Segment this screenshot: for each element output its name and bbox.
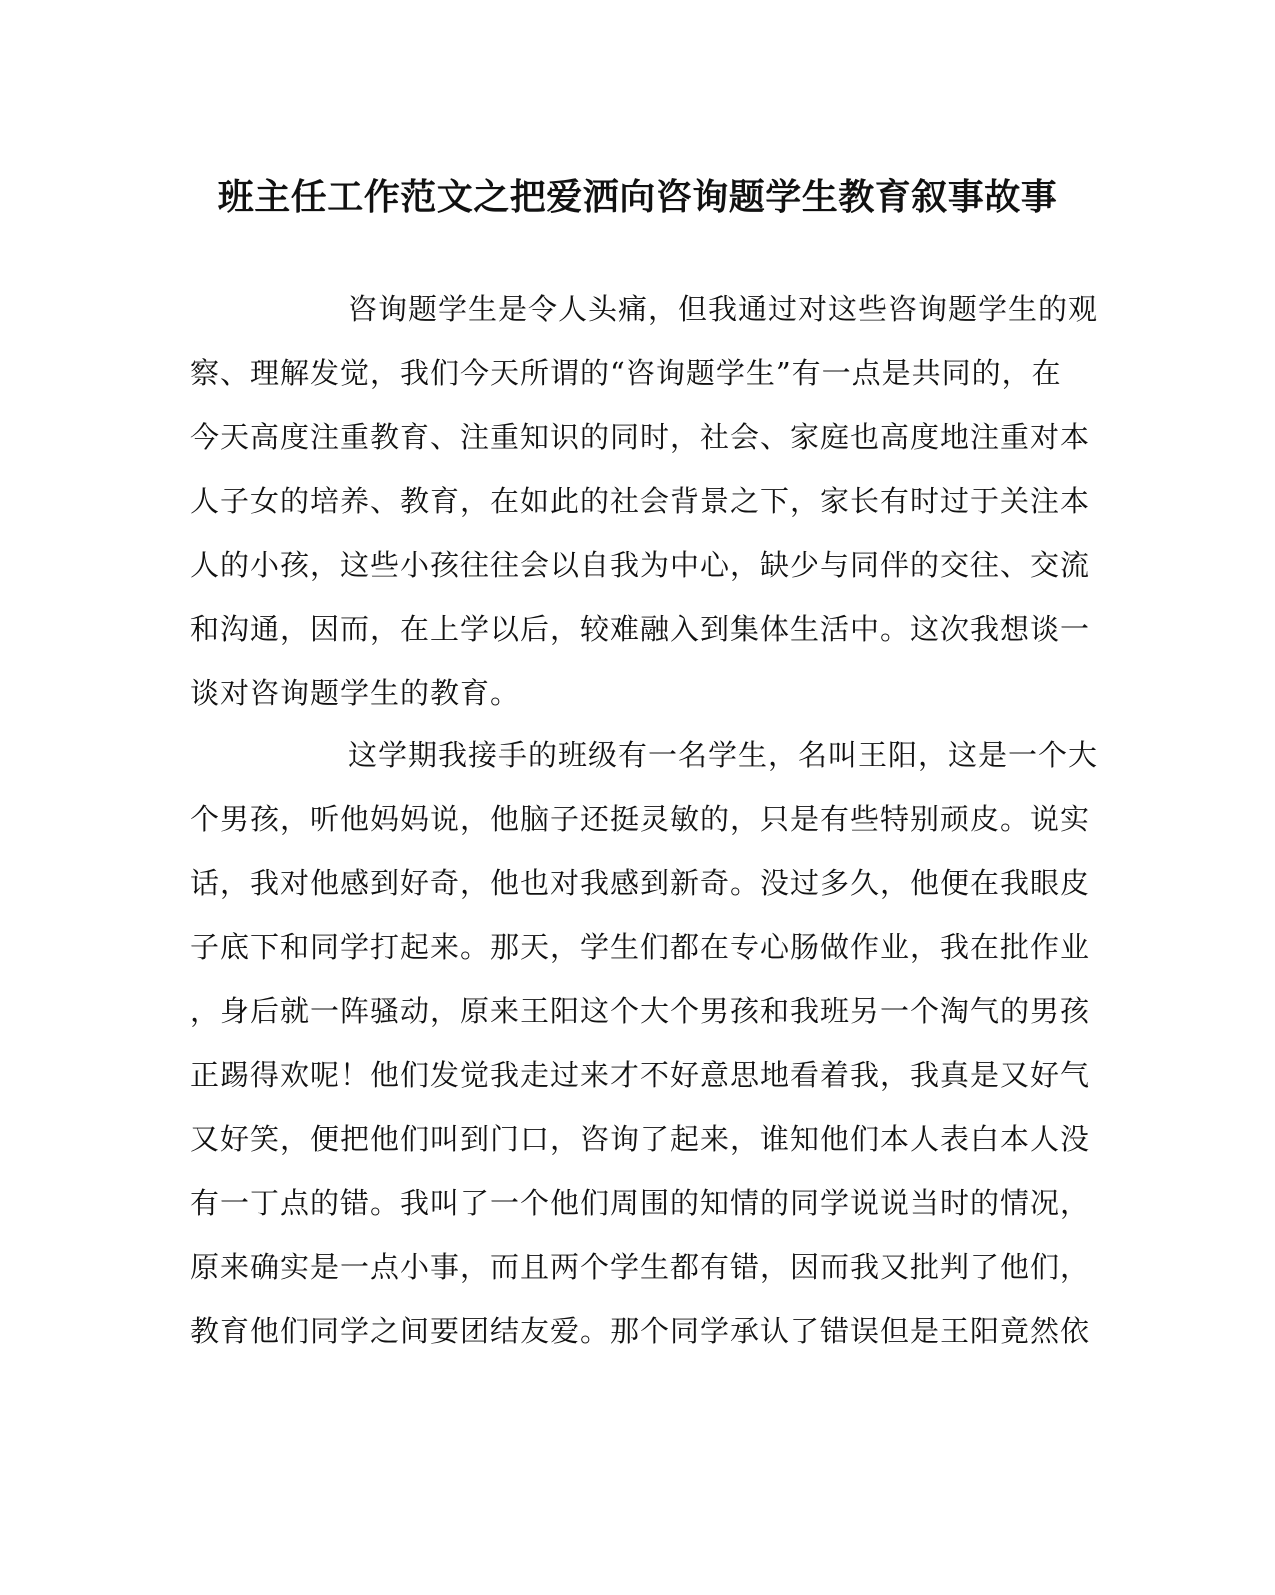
paragraph-line: 原来确实是一点小事，而且两个学生都有错，因而我又批判了他们，: [190, 1250, 1091, 1284]
paragraph-line: 人的小孩，这些小孩往往会以自我为中心，缺少与同伴的交往、交流: [190, 548, 1091, 582]
paragraph-line: 话，我对他感到好奇，他也对我感到新奇。没过多久，他便在我眼皮: [190, 866, 1091, 900]
paragraph-line: 察、理解发觉，我们今天所谓的“咨询题学生”有一点是共同的，在: [190, 356, 1062, 390]
paragraph-line: ，身后就一阵骚动，原来王阳这个大个男孩和我班另一个淘气的男孩: [190, 994, 1091, 1028]
paragraph-line: 子底下和同学打起来。那天，学生们都在专心肠做作业，我在批作业: [190, 930, 1091, 964]
document-title: 班主任工作范文之把爱洒向咨询题学生教育叙事故事: [217, 176, 1058, 218]
paragraph-line: 个男孩，听他妈妈说，他脑子还挺灵敏的，只是有些特别顽皮。说实: [190, 802, 1091, 836]
paragraph-line: 又好笑，便把他们叫到门口，咨询了起来，谁知他们本人表白本人没: [190, 1122, 1091, 1156]
paragraph-line: 和沟通，因而，在上学以后，较难融入到集体生活中。这次我想谈一: [190, 612, 1091, 646]
paragraph-line: 这学期我接手的班级有一名学生，名叫王阳，这是一个大: [348, 738, 1099, 772]
paragraph-line: 咨询题学生是令人头痛，但我通过对这些咨询题学生的观: [348, 292, 1099, 326]
paragraph-line: 人子女的培养、教育，在如此的社会背景之下，家长有时过于关注本: [190, 484, 1091, 518]
paragraph-line: 今天高度注重教育、注重知识的同时，社会、家庭也高度地注重对本: [190, 420, 1091, 454]
paragraph-line: 有一丁点的错。我叫了一个他们周围的知情的同学说说当时的情况，: [190, 1186, 1091, 1220]
paragraph-line: 谈对咨询题学生的教育。: [190, 676, 521, 710]
paragraph-2: [190, 730, 1099, 1370]
paragraph-line: 教育他们同学之间要团结友爱。那个同学承认了错误但是王阳竟然依: [190, 1314, 1091, 1348]
paragraph-1: [190, 284, 1099, 732]
paragraph-line: 正踢得欢呢！他们发觉我走过来才不好意思地看着我，我真是又好气: [190, 1058, 1091, 1092]
